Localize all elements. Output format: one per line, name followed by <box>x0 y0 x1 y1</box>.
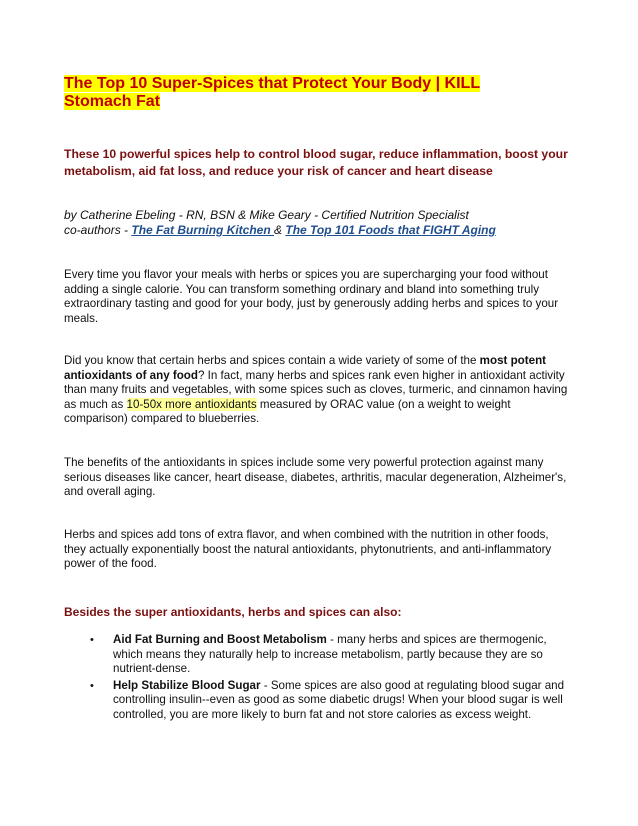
document-subtitle: These 10 powerful spices help to control blood sugar, reduce inflammation, boost your metabolism, aid fat loss, and reduce your risk of cancer and heart disease <box>64 147 568 178</box>
document-title <box>64 75 534 111</box>
benefits-list <box>80 633 574 724</box>
paragraph-flavor: Herbs and spices add tons of extra flavor, and when combined with the nutrition in other foods, they actually exponentially boost the natural antioxidants, phytonutrients, and anti-inflammatory power of the food. <box>64 528 552 570</box>
byline-authors: by Catherine Ebeling - RN, BSN & Mike Geary - Certified Nutrition Specialist <box>64 208 469 222</box>
besides-heading: Besides the super antioxidants, herbs and spices can also: <box>64 605 402 619</box>
para2-part3: measured by ORAC value (on a weight to weight comparison) compared to blueberries. <box>64 397 511 425</box>
para2-part2: ? In fact, many herbs and spices rank even higher in antioxidant activity than many fruits and vegetables, with some spices such as cloves, turmeric, and cinnamon having as much as <box>64 368 568 411</box>
link-fat-burning-kitchen[interactable]: The Fat Burning Kitchen <box>131 223 275 237</box>
paragraph-antioxidants <box>64 354 569 427</box>
title-highlight: The Top 10 Super-Spices that Protect Your Body | KILL Stomach Fat <box>64 75 481 110</box>
paragraph-intro: Every time you flavor your meals with herbs or spices you are supercharging your food without adding a single calorie. You can transform something ordinary and bland into something truly extraordinary tasting and good for your body, just by generously adding herbs and spices to your meals. <box>64 268 559 325</box>
list-item <box>80 679 574 723</box>
byline <box>64 208 574 238</box>
byline-coauthors-prefix: co-authors - <box>64 223 132 237</box>
list-item-text: - Some spices are also good at regulating blood sugar and controlling insulin--even as good as some diabetic drugs! When your blood sugar is well controlled, you are more likely to burn fat and not store calories as excess weight. <box>113 678 565 721</box>
para2-highlight: 10-50x more antioxidants <box>126 397 257 411</box>
list-item-text: - many herbs and spices are thermogenic, which means they naturally help to increase metabolism, partly because they are so nutrient-dense. <box>113 633 547 675</box>
list-item <box>80 633 574 677</box>
bullet-icon: • <box>90 634 94 646</box>
list-item-bold: Aid Fat Burning and Boost Metabolism <box>113 633 327 646</box>
link-top-101-foods[interactable]: The Top 101 Foods that FIGHT Aging <box>285 223 496 237</box>
bullet-icon: • <box>90 679 94 692</box>
list-item-bold: Help Stabilize Blood Sugar <box>113 678 261 692</box>
para2-part1: Did you know that certain herbs and spices contain a wide variety of some of the <box>64 354 480 367</box>
para2-bold: most potent antioxidants of any food <box>64 354 547 382</box>
paragraph-benefits: The benefits of the antioxidants in spices include some very powerful protection against many serious diseases like cancer, heart disease, diabetes, arthritis, macular degeneration, Alzheimer's, and overall aging. <box>64 456 567 498</box>
byline-ampersand: & <box>274 223 286 237</box>
